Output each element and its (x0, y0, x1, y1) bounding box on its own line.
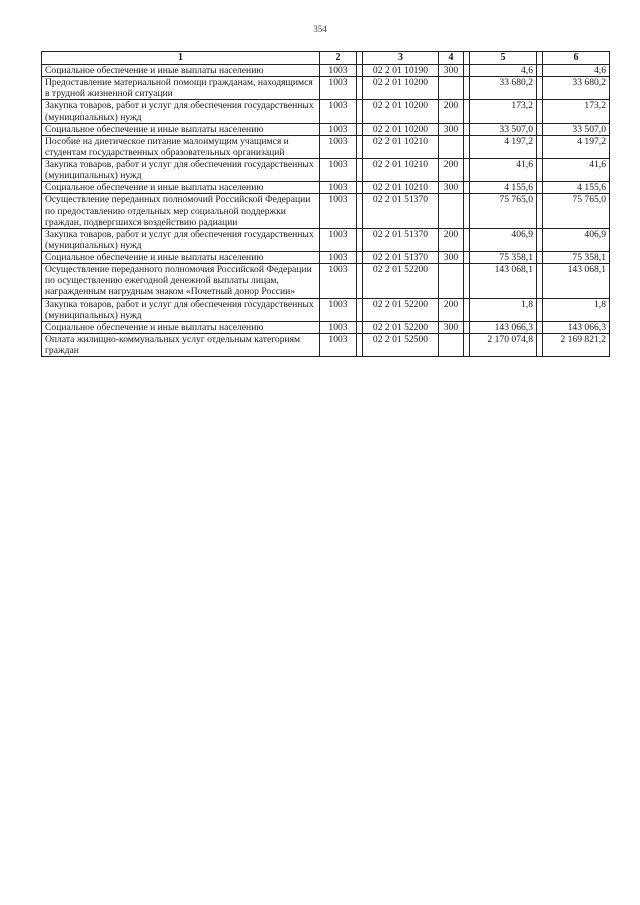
row-value-1: 2 170 074,8 (470, 333, 537, 356)
row-type: 300 (439, 123, 464, 135)
row-type: 300 (439, 182, 464, 194)
row-code: 02 2 01 10200 (363, 77, 439, 100)
row-section: 1003 (320, 159, 357, 182)
column-header: 4 (439, 52, 464, 65)
table-row (42, 77, 610, 100)
table-row (42, 264, 610, 298)
table-row (42, 123, 610, 135)
row-name: Социальное обеспечение и иные выплаты населению (42, 182, 320, 194)
table-row (42, 321, 610, 333)
column-header: 2 (320, 52, 357, 65)
row-type (439, 135, 464, 158)
row-value-2: 4 155,6 (543, 182, 610, 194)
row-name: Закупка товаров, работ и услуг для обеспечения государственных (муниципальных) нужд (42, 100, 320, 123)
row-value-2: 406,9 (543, 228, 610, 251)
row-name: Социальное обеспечение и иные выплаты населению (42, 252, 320, 264)
row-type (439, 194, 464, 228)
row-value-1: 33 507,0 (470, 123, 537, 135)
row-name: Осуществление переданного полномочия Российской Федерации по осуществлению ежегодной денежной выплаты лицам, награжденным нагрудным знаком «Почетный донор России» (42, 264, 320, 298)
row-value-2: 2 169 821,2 (543, 333, 610, 356)
row-name: Предоставление материальной помощи гражданам, находящимся в трудной жизненной ситуации (42, 77, 320, 100)
column-header: 6 (543, 52, 610, 65)
row-name: Закупка товаров, работ и услуг для обеспечения государственных (муниципальных) нужд (42, 298, 320, 321)
column-header: 1 (42, 52, 320, 65)
table-row (42, 228, 610, 251)
row-value-2: 143 066,3 (543, 321, 610, 333)
row-section: 1003 (320, 65, 357, 77)
row-value-1: 4 155,6 (470, 182, 537, 194)
row-name: Осуществление переданных полномочий Российской Федерации по предоставлению отдельных мер социальной поддержки граждан, подвергшихся воздействию радиации (42, 194, 320, 228)
row-value-1: 173,2 (470, 100, 537, 123)
row-section: 1003 (320, 252, 357, 264)
row-name: Оплата жилищно-коммунальных услуг отдельным категориям граждан (42, 333, 320, 356)
row-code: 02 2 01 10190 (363, 65, 439, 77)
row-type: 300 (439, 65, 464, 77)
row-code: 02 2 01 10200 (363, 100, 439, 123)
row-type (439, 264, 464, 298)
row-type: 200 (439, 228, 464, 251)
row-value-2: 4 197,2 (543, 135, 610, 158)
row-value-1: 75 358,1 (470, 252, 537, 264)
row-code: 02 2 01 10210 (363, 159, 439, 182)
table-row (42, 252, 610, 264)
row-name: Социальное обеспечение и иные выплаты населению (42, 321, 320, 333)
table-body (42, 65, 610, 357)
row-section: 1003 (320, 182, 357, 194)
row-value-1: 4 197,2 (470, 135, 537, 158)
row-section: 1003 (320, 298, 357, 321)
table-header-row (42, 52, 610, 65)
row-value-2: 173,2 (543, 100, 610, 123)
row-value-1: 143 066,3 (470, 321, 537, 333)
row-type: 200 (439, 159, 464, 182)
row-code: 02 2 01 52200 (363, 264, 439, 298)
row-type: 300 (439, 252, 464, 264)
row-section: 1003 (320, 135, 357, 158)
column-header: 5 (470, 52, 537, 65)
row-section: 1003 (320, 321, 357, 333)
row-name: Пособие на диетическое питание малоимущим учащимся и студентам государственных образовательных организаций (42, 135, 320, 158)
row-name: Социальное обеспечение и иные выплаты населению (42, 65, 320, 77)
row-section: 1003 (320, 194, 357, 228)
row-type: 300 (439, 321, 464, 333)
row-name: Закупка товаров, работ и услуг для обеспечения государственных (муниципальных) нужд (42, 228, 320, 251)
row-value-2: 33 680,2 (543, 77, 610, 100)
table-row (42, 194, 610, 228)
row-value-1: 143 068,1 (470, 264, 537, 298)
row-code: 02 2 01 52500 (363, 333, 439, 356)
table-row (42, 182, 610, 194)
table-row (42, 298, 610, 321)
row-value-2: 143 068,1 (543, 264, 610, 298)
row-type (439, 333, 464, 356)
table-row (42, 100, 610, 123)
row-value-2: 4,6 (543, 65, 610, 77)
budget-table (41, 51, 610, 357)
row-code: 02 2 01 51370 (363, 194, 439, 228)
row-section: 1003 (320, 333, 357, 356)
row-section: 1003 (320, 228, 357, 251)
row-value-1: 1,8 (470, 298, 537, 321)
row-type (439, 77, 464, 100)
page-number: 354 (313, 24, 327, 34)
row-code: 02 2 01 52200 (363, 321, 439, 333)
row-name: Социальное обеспечение и иные выплаты населению (42, 123, 320, 135)
row-section: 1003 (320, 264, 357, 298)
table-row (42, 333, 610, 356)
row-code: 02 2 01 51370 (363, 252, 439, 264)
row-value-1: 33 680,2 (470, 77, 537, 100)
row-code: 02 2 01 10210 (363, 135, 439, 158)
row-code: 02 2 01 10210 (363, 182, 439, 194)
row-code: 02 2 01 10200 (363, 123, 439, 135)
row-value-2: 75 358,1 (543, 252, 610, 264)
row-value-1: 4,6 (470, 65, 537, 77)
column-header: 3 (363, 52, 439, 65)
row-value-2: 33 507,0 (543, 123, 610, 135)
row-section: 1003 (320, 123, 357, 135)
row-section: 1003 (320, 77, 357, 100)
row-value-2: 75 765,0 (543, 194, 610, 228)
table-row (42, 135, 610, 158)
row-type: 200 (439, 100, 464, 123)
row-type: 200 (439, 298, 464, 321)
row-code: 02 2 01 51370 (363, 228, 439, 251)
row-value-2: 41,6 (543, 159, 610, 182)
table-row (42, 65, 610, 77)
row-code: 02 2 01 52200 (363, 298, 439, 321)
row-value-1: 406,9 (470, 228, 537, 251)
row-section: 1003 (320, 100, 357, 123)
row-value-2: 1,8 (543, 298, 610, 321)
row-value-1: 41,6 (470, 159, 537, 182)
row-value-1: 75 765,0 (470, 194, 537, 228)
table-row (42, 159, 610, 182)
row-name: Закупка товаров, работ и услуг для обеспечения государственных (муниципальных) нужд (42, 159, 320, 182)
